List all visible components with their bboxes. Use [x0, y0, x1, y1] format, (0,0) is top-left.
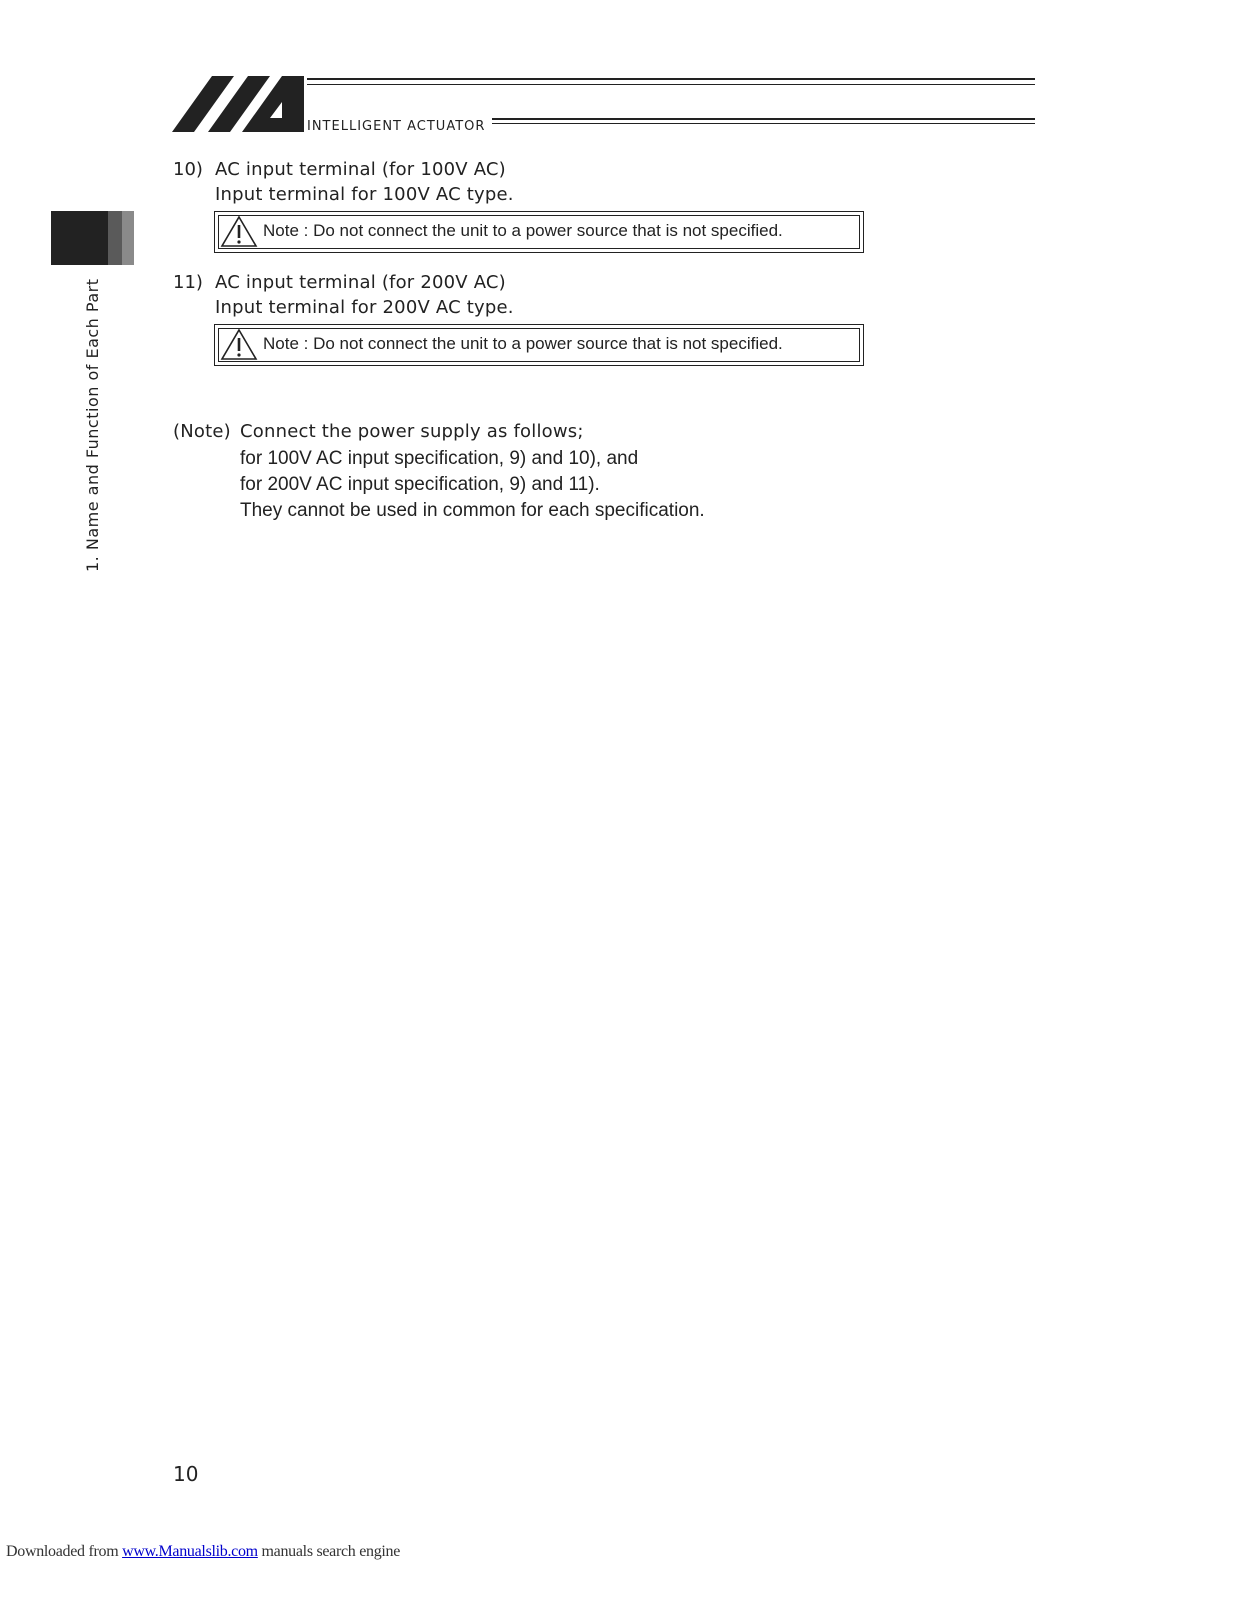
- header-rule: [307, 84, 1035, 85]
- warning-note: [214, 324, 864, 366]
- header-rule: [307, 78, 1035, 80]
- item-number: 11): [173, 272, 203, 293]
- iai-logo: [172, 76, 304, 132]
- item-description: Input terminal for 100V AC type.: [215, 184, 514, 205]
- note-line: for 200V AC input specification, 9) and 11).: [240, 474, 600, 495]
- item-number: 10): [173, 159, 203, 180]
- header-rule: [492, 123, 1035, 124]
- note-text: Note : Do not connect the unit to a power source that is not specified.: [263, 334, 783, 353]
- note-line: They cannot be used in common for each specification.: [240, 500, 705, 521]
- warning-triangle-icon: [220, 214, 258, 248]
- header-rule: [492, 118, 1035, 120]
- note-line: Connect the power supply as follows;: [240, 421, 584, 442]
- note-label: (Note): [173, 421, 231, 442]
- note-text: Note : Do not connect the unit to a power source that is not specified.: [263, 221, 783, 240]
- chapter-tab-shade: [122, 211, 134, 265]
- download-footer: [6, 1543, 400, 1561]
- footer-suffix: manuals search engine: [257, 1543, 401, 1560]
- warning-note: [214, 211, 864, 253]
- section-label: 1. Name and Function of Each Part: [83, 278, 102, 572]
- page-number: 10: [173, 1462, 199, 1486]
- manualslib-link[interactable]: www.Manualslib.com: [122, 1543, 258, 1560]
- chapter-tab: [51, 211, 108, 265]
- warning-triangle-icon: [220, 327, 258, 361]
- brand-text: INTELLIGENT ACTUATOR: [307, 119, 486, 134]
- footer-prefix: Downloaded from: [6, 1543, 123, 1560]
- note-line: for 100V AC input specification, 9) and 10), and: [240, 448, 639, 469]
- item-title: AC input terminal (for 200V AC): [215, 272, 506, 293]
- item-description: Input terminal for 200V AC type.: [215, 297, 514, 318]
- item-title: AC input terminal (for 100V AC): [215, 159, 506, 180]
- chapter-tab-shade: [108, 211, 122, 265]
